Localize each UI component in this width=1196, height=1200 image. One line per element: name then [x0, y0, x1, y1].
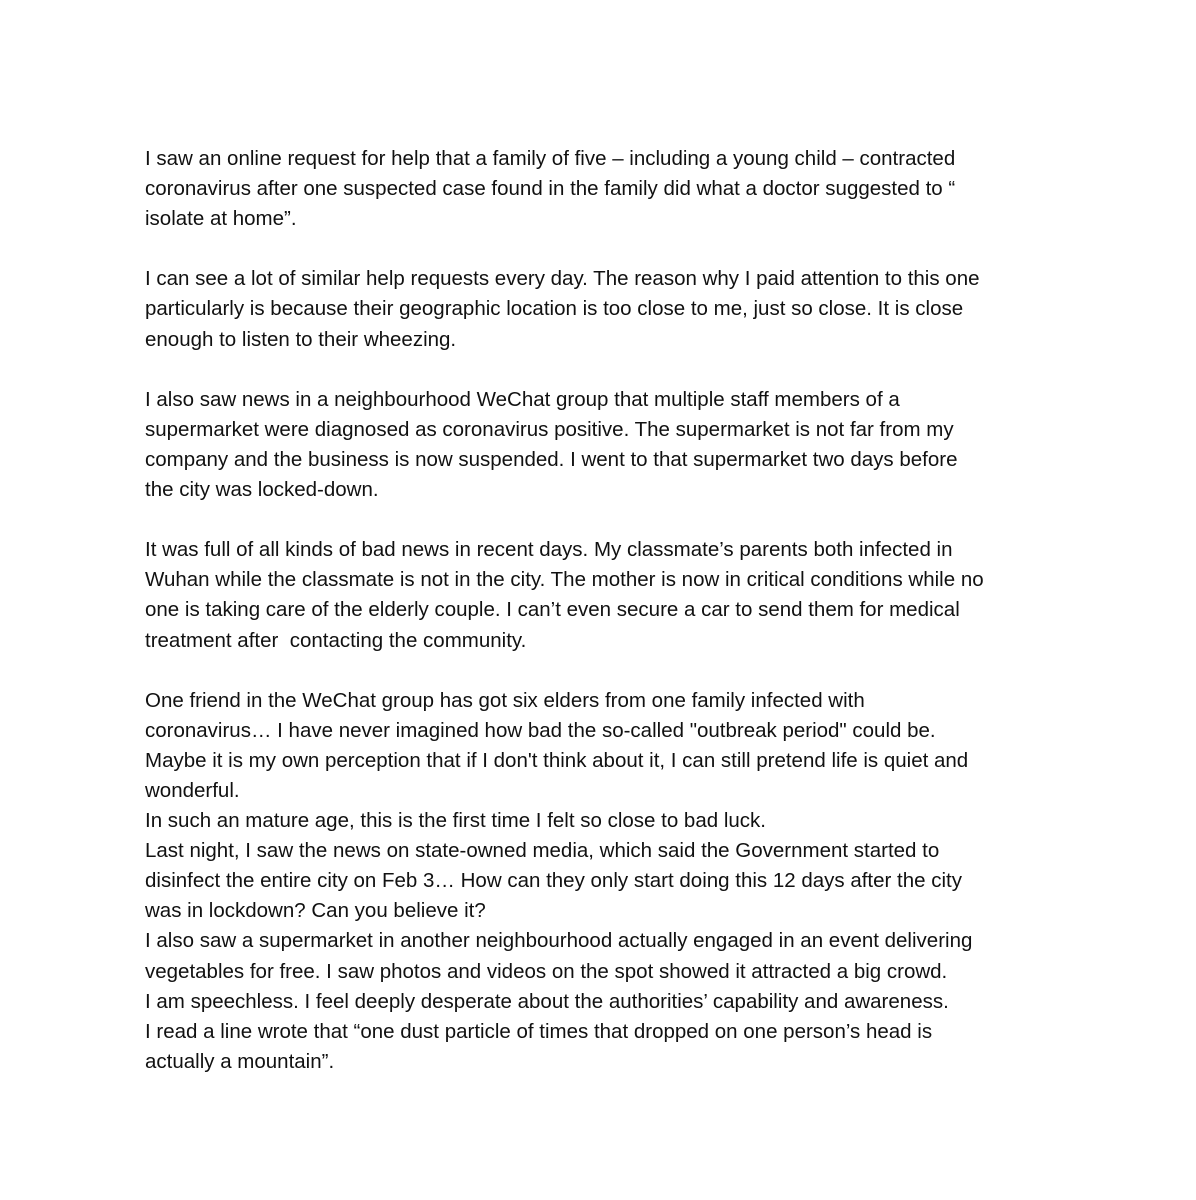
text-line: isolate at home”.: [145, 207, 297, 231]
document-body: [145, 144, 1065, 1077]
text-line: vegetables for free. I saw photos and videos on the spot showed it attracted a big crowd.: [145, 959, 948, 983]
paragraph-bad-news: [145, 535, 1065, 655]
text-line: It was full of all kinds of bad news in recent days. My classmate’s parents both infected in: [145, 538, 953, 562]
text-line: In such an mature age, this is the first time I felt so close to bad luck.: [145, 809, 766, 833]
text-line: coronavirus… I have never imagined how bad the so-called "outbreak period" could be.: [145, 718, 936, 742]
text-line: treatment after contacting the community.: [145, 628, 527, 652]
text-line: I also saw a supermarket in another neighbourhood actually engaged in an event delivering: [145, 929, 973, 953]
text-line: enough to listen to their wheezing.: [145, 327, 457, 351]
paragraph-supermarket-news: [145, 385, 1065, 505]
text-line: I can see a lot of similar help requests every day. The reason why I paid attention to this one: [145, 267, 980, 291]
text-line: wonderful.: [145, 778, 240, 802]
text-line: I also saw news in a neighbourhood WeChat group that multiple staff members of a: [145, 387, 900, 411]
text-line: was in lockdown? Can you believe it?: [145, 899, 486, 923]
text-line: Maybe it is my own perception that if I don't think about it, I can still pretend life is quiet and: [145, 748, 969, 772]
text-line: One friend in the WeChat group has got six elders from one family infected with: [145, 688, 865, 712]
text-line: Last night, I saw the news on state-owned media, which said the Government started to: [145, 839, 940, 863]
text-line: coronavirus after one suspected case found in the family did what a doctor suggested to “: [145, 177, 956, 201]
text-line: supermarket were diagnosed as coronavirus positive. The supermarket is not far from my: [145, 417, 954, 441]
text-line: the city was locked-down.: [145, 478, 379, 502]
text-line: disinfect the entire city on Feb 3… How can they only start doing this 12 days after the city: [145, 869, 962, 893]
text-line: actually a mountain”.: [145, 1049, 335, 1073]
text-line: Wuhan while the classmate is not in the city. The mother is now in critical conditions while no: [145, 568, 984, 592]
paragraph-wechat-friend: [145, 686, 1065, 1077]
text-line: I saw an online request for help that a family of five – including a young child – contracted: [145, 147, 956, 170]
paragraph-similar-requests: [145, 264, 1065, 354]
text-line: I am speechless. I feel deeply desperate about the authorities’ capability and awareness.: [145, 989, 949, 1013]
text-line: particularly is because their geographic location is too close to me, just so close. It is close: [145, 297, 964, 321]
paragraph-online-request: [145, 144, 1065, 234]
text-line: company and the business is now suspended. I went to that supermarket two days before: [145, 447, 958, 471]
text-line: I read a line wrote that “one dust particle of times that dropped on one person’s head is: [145, 1019, 933, 1043]
text-line: one is taking care of the elderly couple. I can’t even secure a car to send them for medical: [145, 598, 960, 622]
